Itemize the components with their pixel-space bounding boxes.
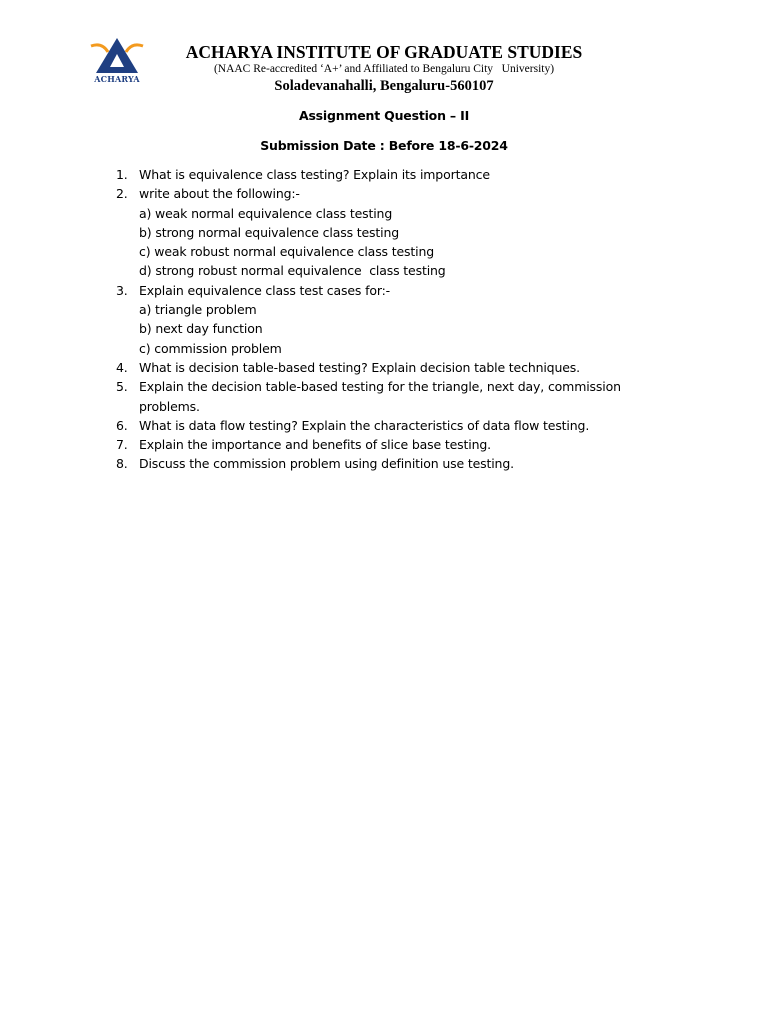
logo-emblem-icon (86, 36, 148, 76)
institute-logo (86, 36, 148, 86)
question-text: write about the following:- (139, 186, 300, 202)
question-text: What is decision table-based testing? Explain decision table techniques. (139, 359, 580, 375)
assignment-title: Assignment Question – II (298, 108, 470, 123)
question-item (111, 358, 651, 377)
sub-question: b) next day function (139, 321, 263, 337)
accreditation-line: (NAAC Re-accredited ‘A+’ and Affiliated to Bengaluru City University) (213, 63, 555, 75)
question-text: What is equivalence class testing? Explain its importance (139, 167, 490, 182)
question-text: Explain equivalence class test cases for:- (139, 282, 391, 298)
letterhead (170, 42, 598, 95)
sub-question: a) weak normal equivalence class testing (139, 205, 393, 221)
question-number: 4. (116, 359, 128, 375)
question-text: Explain the importance and benefits of slice base testing. (139, 437, 491, 453)
question-number: 8. (116, 456, 128, 472)
sub-question: c) weak robust normal equivalence class testing (139, 244, 435, 260)
sub-question: a) triangle problem (139, 302, 257, 318)
logo-text: ACHARYA (94, 74, 140, 84)
question-number: 6. (116, 417, 128, 433)
question-number: 2. (116, 186, 128, 202)
question-text: Discuss the commission problem using definition use testing. (139, 456, 514, 472)
question-number: 3. (116, 282, 128, 298)
question-list (111, 165, 651, 474)
question-text: What is data flow testing? Explain the characteristics of data flow testing. (139, 417, 590, 433)
sub-question: b) strong normal equivalence class testing (139, 224, 400, 240)
sub-question: d) strong robust normal equivalence class testing (139, 263, 446, 279)
question-number: 1. (116, 167, 128, 182)
address-line: Soladevanahalli, Bengaluru-560107 (274, 78, 494, 94)
question-item (111, 454, 651, 473)
question-item (111, 165, 651, 184)
question-item (111, 416, 651, 435)
sub-question: c) commission problem (139, 340, 282, 356)
submission-date: Submission Date : Before 18-6-2024 (260, 138, 508, 153)
question-item (111, 435, 651, 454)
question-number: 7. (116, 437, 128, 453)
question-item (111, 281, 651, 300)
institute-name: ACHARYA INSTITUTE OF GRADUATE STUDIES (185, 42, 583, 62)
question-text: Explain the decision table-based testing for the triangle, next day, commission problems. (139, 379, 625, 414)
question-item (111, 184, 651, 203)
question-item (111, 377, 651, 416)
question-number: 5. (116, 379, 128, 395)
